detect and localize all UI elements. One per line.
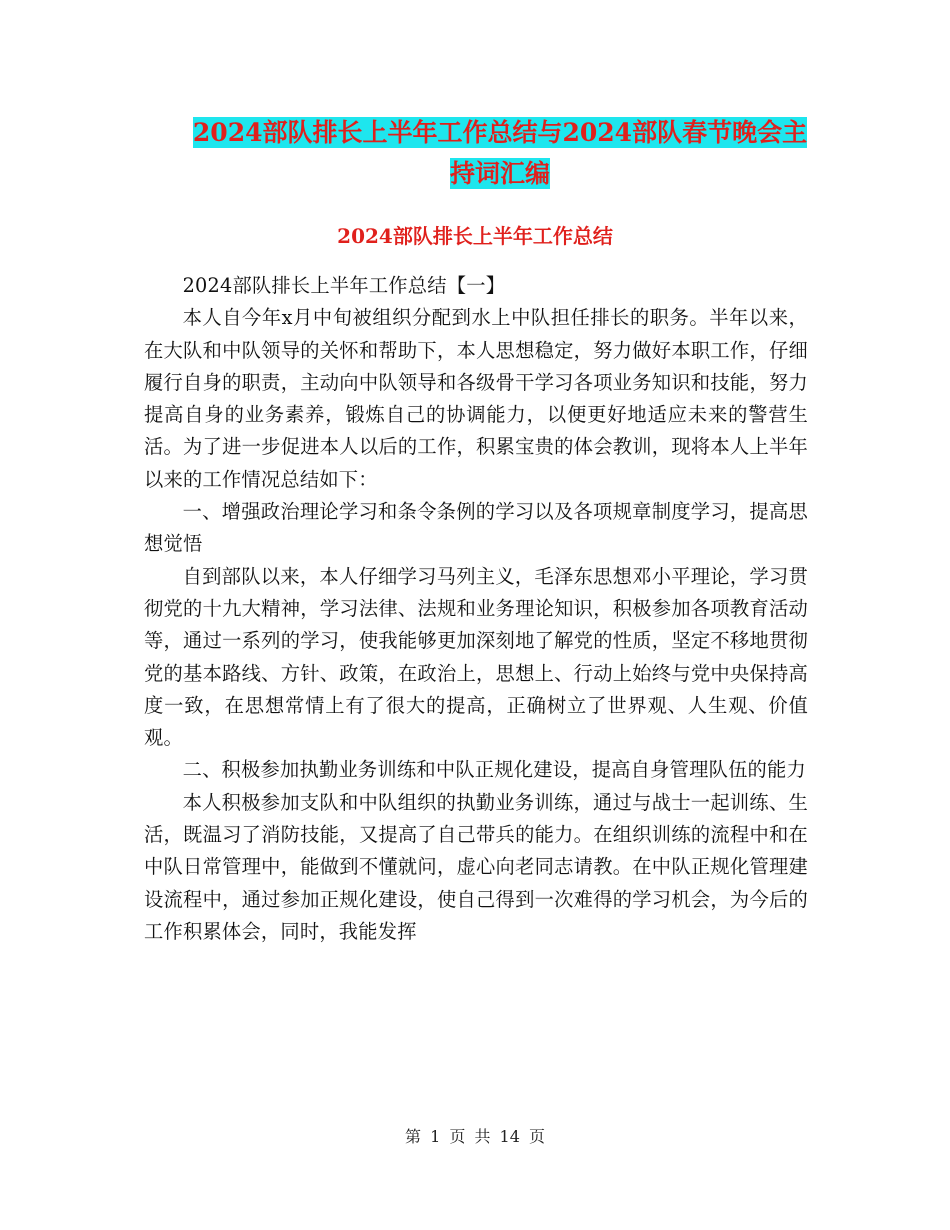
page-footer: 第 1 页 共 14 页 [405, 1127, 545, 1146]
paragraph: 二、积极参加执勤业务训练和中队正规化建设，提高自身管理队伍的能力 [182, 758, 806, 782]
title-line-1: 2024部队排长上半年工作总结与2024部队春节晚会主 [192, 118, 808, 147]
paragraph: 本人自今年x月中旬被组织分配到水上中队担任排长的职务。半年以来，在大队和中队领导的关怀和帮助下，本人思想稳定，努力做好本职工作，仔细履行自身的职责，主动向中队领导和各级骨干学习各项业务知识和技能，努力提高自身的业务素养，锻炼自己的协调能力，以便更好地适应未来的警营生活。为了进一步促进本人以后的工作，积累宝贵的体会教训，现将本人上半年以来的工作情况总结如下： [144, 306, 808, 491]
document-title [150, 112, 850, 194]
section-title: 2024部队排长上半年工作总结 [337, 224, 613, 248]
body-text [144, 270, 808, 948]
paragraph: 自到部队以来，本人仔细学习马列主义，毛泽东思想邓小平理论，学习贯彻党的十九大精神，学习法律、法规和业务理论知识，积极参加各项教育活动等，通过一系列的学习，使我能够更加深刻地了解党的性质，坚定不移地贯彻党的基本路线、方针、政策，在政治上，思想上、行动上始终与党中央保持高度一致，在思想常情上有了很大的提高，正确树立了世界观、人生观、价值观。 [144, 564, 808, 750]
paragraph: 本人积极参加支队和中队组织的执勤业务训练，通过与战士一起训练、生活，既温习了消防技能，又提高了自己带兵的能力。在组织训练的流程中和在中队日常管理中，能做到不懂就问，虚心向老同志请教。在中队正规化管理建设流程中，通过参加正规化建设，使自己得到一次难得的学习机会，为今后的工作积累体会，同时，我能发挥 [144, 790, 808, 943]
paragraph: 一、增强政治理论学习和条令条例的学习以及各项规章制度学习，提高思想觉悟 [144, 500, 808, 556]
paragraph: 2024部队排长上半年工作总结【一】 [182, 274, 506, 297]
title-line-2: 持词汇编 [449, 159, 550, 188]
